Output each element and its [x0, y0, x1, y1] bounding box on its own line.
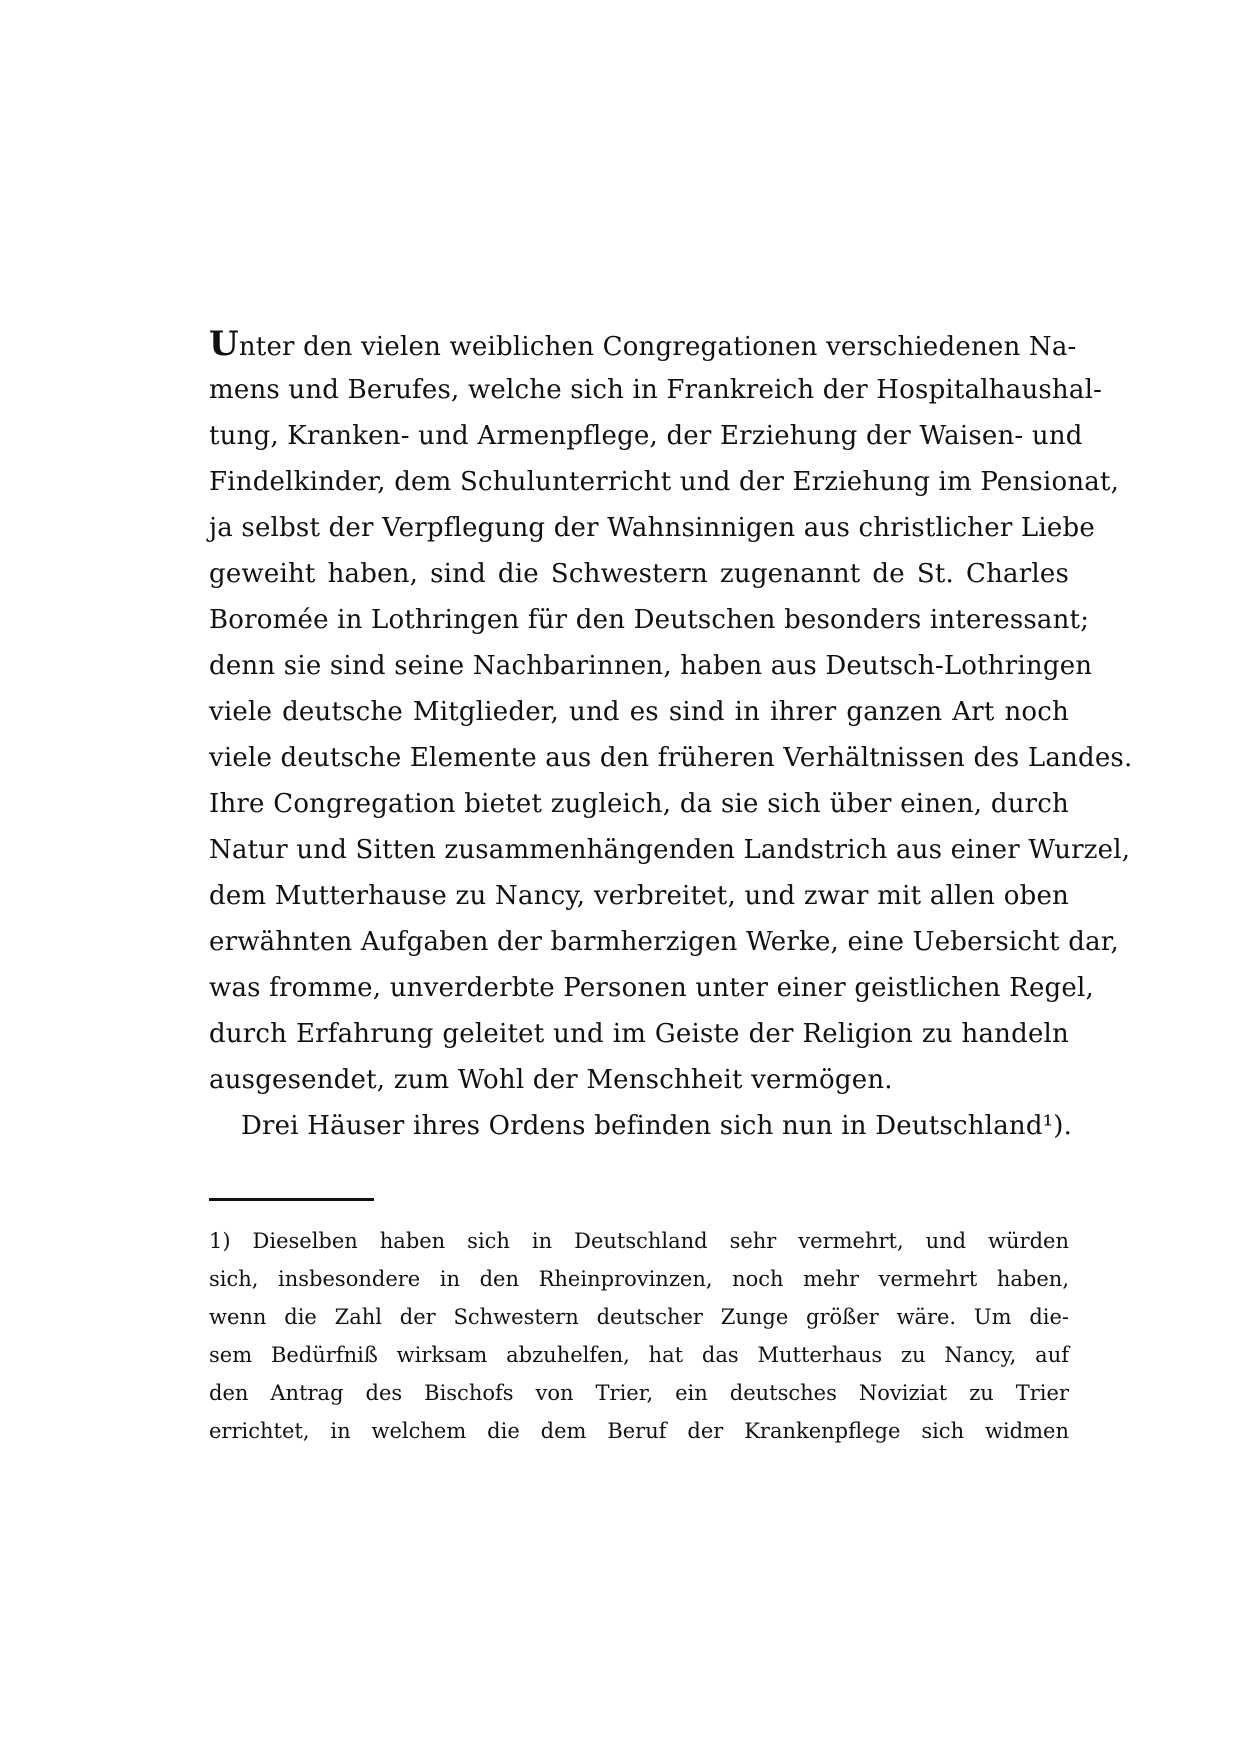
footnote-line: 1) Dieselben haben sich in Deutschland sehr vermehrt, und würden	[209, 1229, 1069, 1253]
footnote-line: den Antrag des Bischofs von Trier, ein deutsches Noviziat zu Trier	[209, 1381, 1069, 1405]
body-line: geweiht haben, sind die Schwestern zugenannt de St. Charles	[209, 559, 1069, 589]
body-line: Boromée in Lothringen für den Deutschen besonders interessant;	[209, 605, 1090, 635]
footnote-line: errichtet, in welchem die dem Beruf der Krankenpflege sich widmen	[209, 1419, 1069, 1443]
body-line: dem Mutterhause zu Nancy, verbreitet, und zwar mit allen oben	[209, 881, 1069, 911]
body-line: Findelkinder, dem Schulunterricht und der Erziehung im Pensionat,	[209, 467, 1120, 497]
body-line: ja selbst der Verpflegung der Wahnsinnigen aus christlicher Liebe	[209, 513, 1095, 543]
footnote-line: sem Bedürfniß wirksam abzuhelfen, hat das Mutterhaus zu Nancy, auf	[209, 1343, 1069, 1367]
body-line: denn sie sind seine Nachbarinnen, haben aus Deutsch-Lothringen	[209, 651, 1093, 681]
footnote-separator-rule	[209, 1198, 374, 1201]
body-line: Unter den vielen weiblichen Congregationen verschiedenen Na-	[209, 324, 1077, 364]
body-line: mens und Berufes, welche sich in Frankreich der Hospitalhaushal-	[209, 375, 1103, 405]
footnote-line: sich, insbesondere in den Rheinprovinzen, noch mehr vermehrt haben,	[209, 1267, 1069, 1291]
footnote-line: wenn die Zahl der Schwestern deutscher Zunge größer wäre. Um die-	[209, 1305, 1069, 1329]
body-line: viele deutsche Elemente aus den früheren Verhältnissen des Landes.	[209, 743, 1133, 773]
footnote	[209, 1222, 1069, 1450]
body-line: Natur und Sitten zusammenhängenden Landstrich aus einer Wurzel,	[209, 835, 1131, 865]
body-line: durch Erfahrung geleitet und im Geiste der Religion zu handeln	[209, 1019, 1069, 1049]
second-paragraph: Drei Häuser ihres Ordens befinden sich nun in Deutschland¹).	[241, 1111, 1073, 1141]
body-line: ausgesendet, zum Wohl der Menschheit vermögen.	[209, 1065, 893, 1095]
body-line: erwähnten Aufgaben der barmherzigen Werke, eine Uebersicht dar,	[209, 927, 1120, 957]
main-paragraph	[209, 321, 1133, 1149]
body-line: tung, Kranken- und Armenpflege, der Erziehung der Waisen- und	[209, 421, 1083, 451]
body-line: was fromme, unverderbte Personen unter einer geistlichen Regel,	[209, 973, 1094, 1003]
body-line: Ihre Congregation bietet zugleich, da sie sich über einen, durch	[209, 789, 1069, 819]
body-line: viele deutsche Mitglieder, und es sind in ihrer ganzen Art noch	[209, 697, 1069, 727]
